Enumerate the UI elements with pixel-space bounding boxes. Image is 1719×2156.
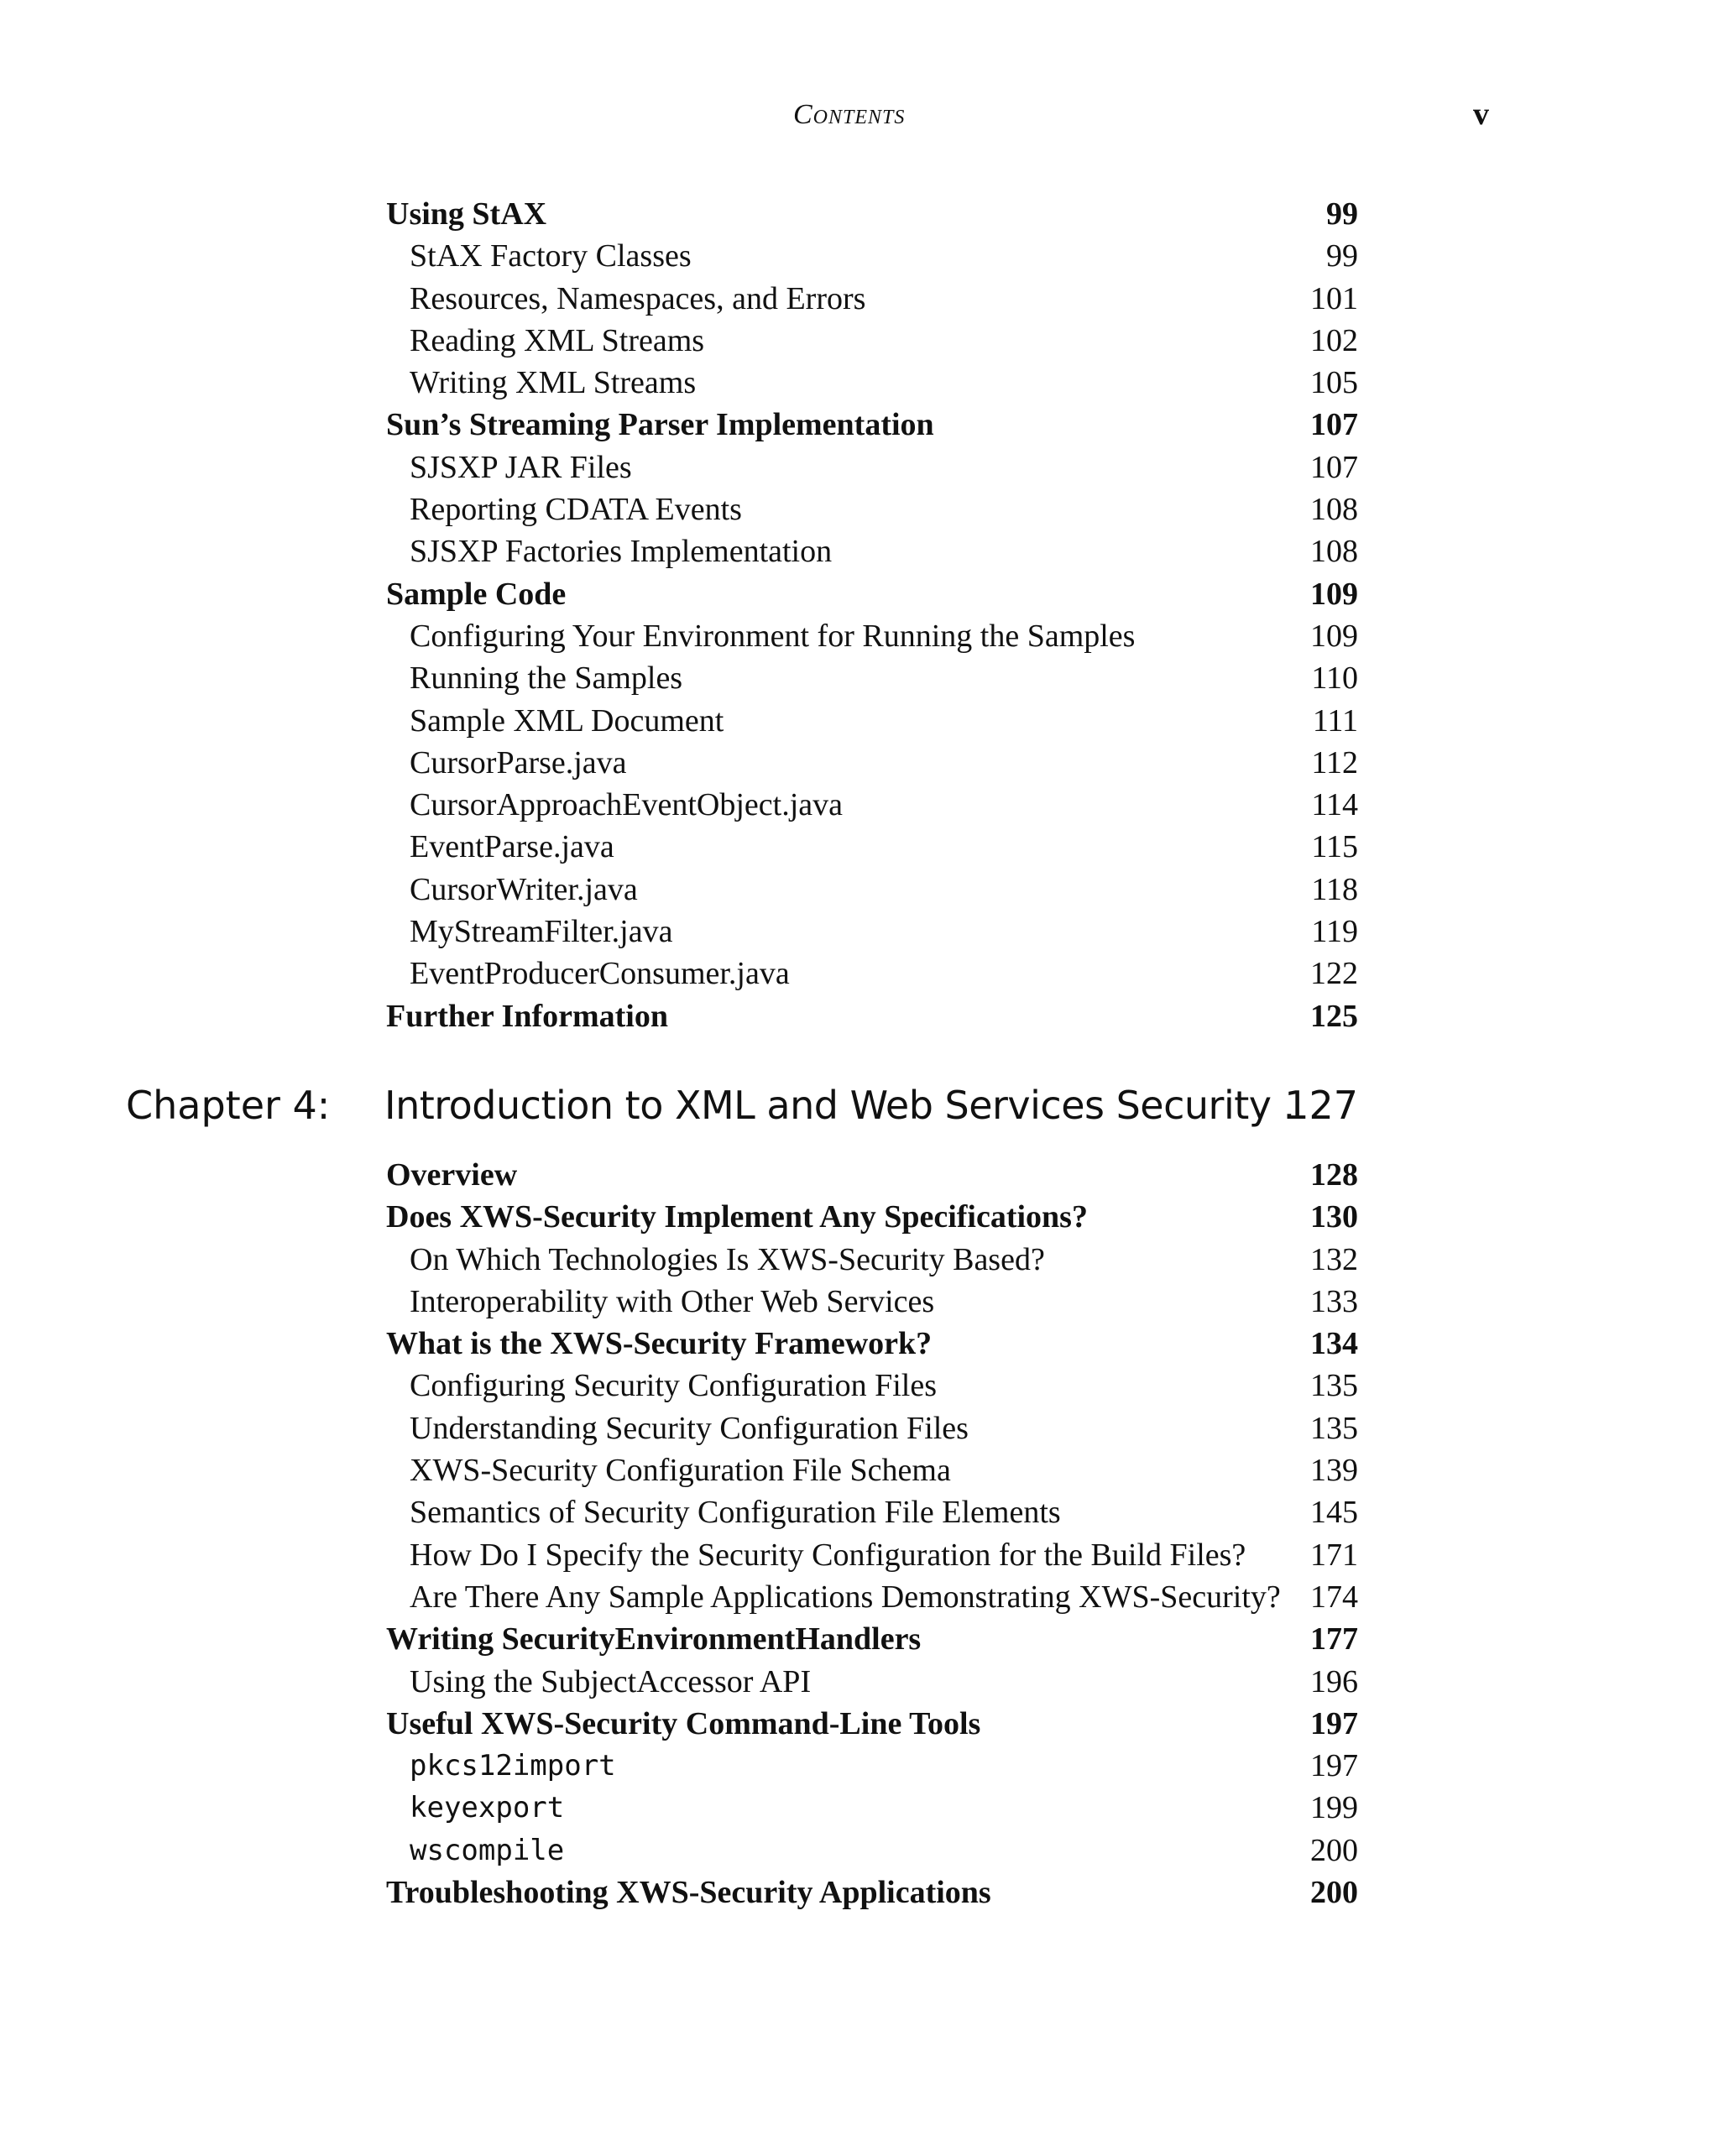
toc-subsection-entry xyxy=(386,1830,1358,1871)
chapter-number: Chapter 4: xyxy=(126,1083,331,1128)
toc-entry-title: What is the XWS-Security Framework? xyxy=(386,1326,933,1362)
toc-entry-page: 174 xyxy=(1310,1579,1358,1615)
chapter-page-number: 127 xyxy=(1284,1083,1358,1128)
toc-subsection-entry xyxy=(386,1576,1358,1618)
toc-entry-page: 105 xyxy=(1310,365,1358,401)
toc-entry-page: 139 xyxy=(1310,1453,1358,1489)
toc-entry-page: 101 xyxy=(1310,280,1358,316)
toc-entry-page: 107 xyxy=(1310,407,1358,443)
toc-entry-page: 108 xyxy=(1310,492,1358,528)
chapter-title: Introduction to XML and Web Services Security . xyxy=(384,1083,1295,1128)
toc-section-chapter-4 xyxy=(386,1154,1358,1913)
toc-subsection-entry xyxy=(386,1745,1358,1787)
toc-subsection-entry xyxy=(386,530,1358,572)
toc-subsection-entry xyxy=(386,1281,1358,1323)
toc-section-entry xyxy=(386,1323,1358,1365)
toc-entry-title: Configuring Your Environment for Running the Samples xyxy=(410,618,1136,654)
toc-entry-title: How Do I Specify the Security Configuration for the Build Files? xyxy=(410,1537,1246,1573)
toc-entry-page: 135 xyxy=(1310,1368,1358,1404)
toc-subsection-entry xyxy=(386,1365,1358,1407)
toc-entry-page: 109 xyxy=(1310,576,1358,612)
toc-entry-title: Does XWS-Security Implement Any Specifications? xyxy=(386,1199,1088,1235)
toc-entry-page: 119 xyxy=(1311,914,1358,950)
toc-entry-page: 128 xyxy=(1310,1157,1358,1193)
toc-subsection-entry xyxy=(386,1661,1358,1703)
toc-entry-title: Configuring Security Configuration Files xyxy=(410,1368,938,1404)
toc-entry-page: 197 xyxy=(1310,1705,1358,1741)
toc-entry-page: 171 xyxy=(1310,1537,1358,1573)
toc-entry-page: 111 xyxy=(1312,702,1358,739)
toc-section-entry xyxy=(386,1196,1358,1238)
toc-entry-page: 122 xyxy=(1310,956,1358,992)
toc-subsection-entry xyxy=(386,1787,1358,1829)
toc-entry-title: CursorParse.java xyxy=(410,744,627,780)
toc-section-entry xyxy=(386,1703,1358,1745)
toc-entry-page: 115 xyxy=(1311,829,1358,865)
toc-entry-page: 118 xyxy=(1311,871,1358,907)
toc-entry-title: Running the Samples xyxy=(410,660,683,697)
toc-entry-title: Sample Code xyxy=(386,576,567,612)
toc-subsection-entry xyxy=(386,869,1358,911)
toc-entry-page: 200 xyxy=(1310,1832,1358,1868)
toc-entry-page: 125 xyxy=(1310,998,1358,1034)
toc-section-entry xyxy=(386,1154,1358,1196)
toc-subsection-entry xyxy=(386,657,1358,699)
toc-subsection-entry xyxy=(386,826,1358,868)
page-number: v xyxy=(1473,97,1489,132)
toc-entry-page: 107 xyxy=(1310,449,1358,485)
toc-entry-title: Writing XML Streams xyxy=(410,365,697,401)
toc-entry-page: 132 xyxy=(1310,1241,1358,1277)
toc-subsection-entry xyxy=(386,742,1358,784)
toc-entry-title: SJSXP Factories Implementation xyxy=(410,534,833,570)
toc-entry-page: 102 xyxy=(1310,322,1358,358)
toc-entry-title: MyStreamFilter.java xyxy=(410,914,673,950)
toc-entry-page: 99 xyxy=(1326,238,1358,274)
toc-entry-title: SJSXP JAR Files xyxy=(410,449,632,485)
toc-entry-title: Resources, Namespaces, and Errors xyxy=(410,280,866,316)
toc-subsection-entry xyxy=(386,278,1358,320)
toc-entry-title: Writing SecurityEnvironmentHandlers xyxy=(386,1621,922,1657)
toc-subsection-entry xyxy=(386,953,1358,994)
toc-subsection-entry xyxy=(386,1449,1358,1491)
toc-subsection-entry xyxy=(386,488,1358,530)
toc-entry-page: 114 xyxy=(1311,787,1358,823)
toc-section-entry xyxy=(386,573,1358,615)
toc-entry-page: 177 xyxy=(1310,1621,1358,1657)
toc-entry-title: Using the SubjectAccessor API xyxy=(410,1663,812,1699)
toc-section-chapter-3 xyxy=(386,193,1358,1037)
toc-section-entry xyxy=(386,1618,1358,1660)
toc-entry-page: 199 xyxy=(1310,1790,1358,1826)
toc-entry-page: 197 xyxy=(1310,1748,1358,1784)
toc-entry-page: 130 xyxy=(1310,1199,1358,1235)
toc-entry-page: 196 xyxy=(1310,1663,1358,1699)
toc-entry-title: XWS-Security Configuration File Schema xyxy=(410,1453,951,1489)
toc-subsection-entry xyxy=(386,1407,1358,1449)
toc-entry-title: On Which Technologies Is XWS-Security Based? xyxy=(410,1241,1045,1277)
toc-subsection-entry xyxy=(386,615,1358,657)
toc-entry-page: 108 xyxy=(1310,534,1358,570)
toc-entry-page: 109 xyxy=(1310,618,1358,654)
toc-entry-title: Semantics of Security Configuration File Elements xyxy=(410,1495,1061,1531)
toc-entry-page: 135 xyxy=(1310,1410,1358,1446)
toc-entry-title: CursorWriter.java xyxy=(410,871,638,907)
running-head-title: Contents xyxy=(793,99,906,130)
toc-subsection-entry xyxy=(386,911,1358,953)
chapter-heading xyxy=(0,1083,1719,1141)
toc-entry-page: 99 xyxy=(1326,196,1358,232)
toc-entry-title: EventParse.java xyxy=(410,829,614,865)
toc-entry-title: Troubleshooting XWS-Security Applications xyxy=(386,1875,991,1911)
toc-entry-page: 112 xyxy=(1311,744,1358,780)
toc-entry-page: 133 xyxy=(1310,1283,1358,1319)
toc-entry-title: Useful XWS-Security Command-Line Tools xyxy=(386,1705,981,1741)
toc-section-entry xyxy=(386,995,1358,1037)
toc-subsection-entry xyxy=(386,1534,1358,1576)
toc-entry-title: pkcs12import xyxy=(410,1749,616,1783)
toc-entry-page: 200 xyxy=(1310,1875,1358,1911)
toc-entry-title: Are There Any Sample Applications Demonstrating XWS-Security? xyxy=(410,1579,1281,1615)
running-head xyxy=(0,99,1719,141)
toc-entry-title: Overview xyxy=(386,1157,518,1193)
toc-section-entry xyxy=(386,193,1358,235)
toc-subsection-entry xyxy=(386,1239,1358,1281)
toc-entry-page: 134 xyxy=(1310,1326,1358,1362)
toc-subsection-entry xyxy=(386,446,1358,488)
toc-subsection-entry xyxy=(386,320,1358,362)
toc-entry-title: keyexport xyxy=(410,1791,565,1825)
toc-entry-title: Sun’s Streaming Parser Implementation xyxy=(386,407,934,443)
toc-entry-title: Reading XML Streams xyxy=(410,322,705,358)
toc-subsection-entry xyxy=(386,235,1358,277)
toc-entry-title: Reporting CDATA Events xyxy=(410,492,742,528)
toc-entry-title: Understanding Security Configuration Files xyxy=(410,1410,969,1446)
toc-subsection-entry xyxy=(386,784,1358,826)
toc-entry-title: Further Information xyxy=(386,998,668,1034)
toc-section-entry xyxy=(386,1871,1358,1913)
toc-section-entry xyxy=(386,404,1358,446)
toc-entry-title: Sample XML Document xyxy=(410,702,724,739)
toc-entry-title: StAX Factory Classes xyxy=(410,238,692,274)
toc-subsection-entry xyxy=(386,362,1358,404)
toc-entry-title: CursorApproachEventObject.java xyxy=(410,787,843,823)
toc-entry-title: wscompile xyxy=(410,1833,565,1867)
toc-entry-page: 110 xyxy=(1311,660,1358,697)
toc-entry-page: 145 xyxy=(1310,1495,1358,1531)
toc-entry-title: Interoperability with Other Web Services xyxy=(410,1283,935,1319)
toc-entry-title: EventProducerConsumer.java xyxy=(410,956,790,992)
toc-entry-title: Using StAX xyxy=(386,196,547,232)
toc-subsection-entry xyxy=(386,1491,1358,1533)
toc-subsection-entry xyxy=(386,700,1358,742)
